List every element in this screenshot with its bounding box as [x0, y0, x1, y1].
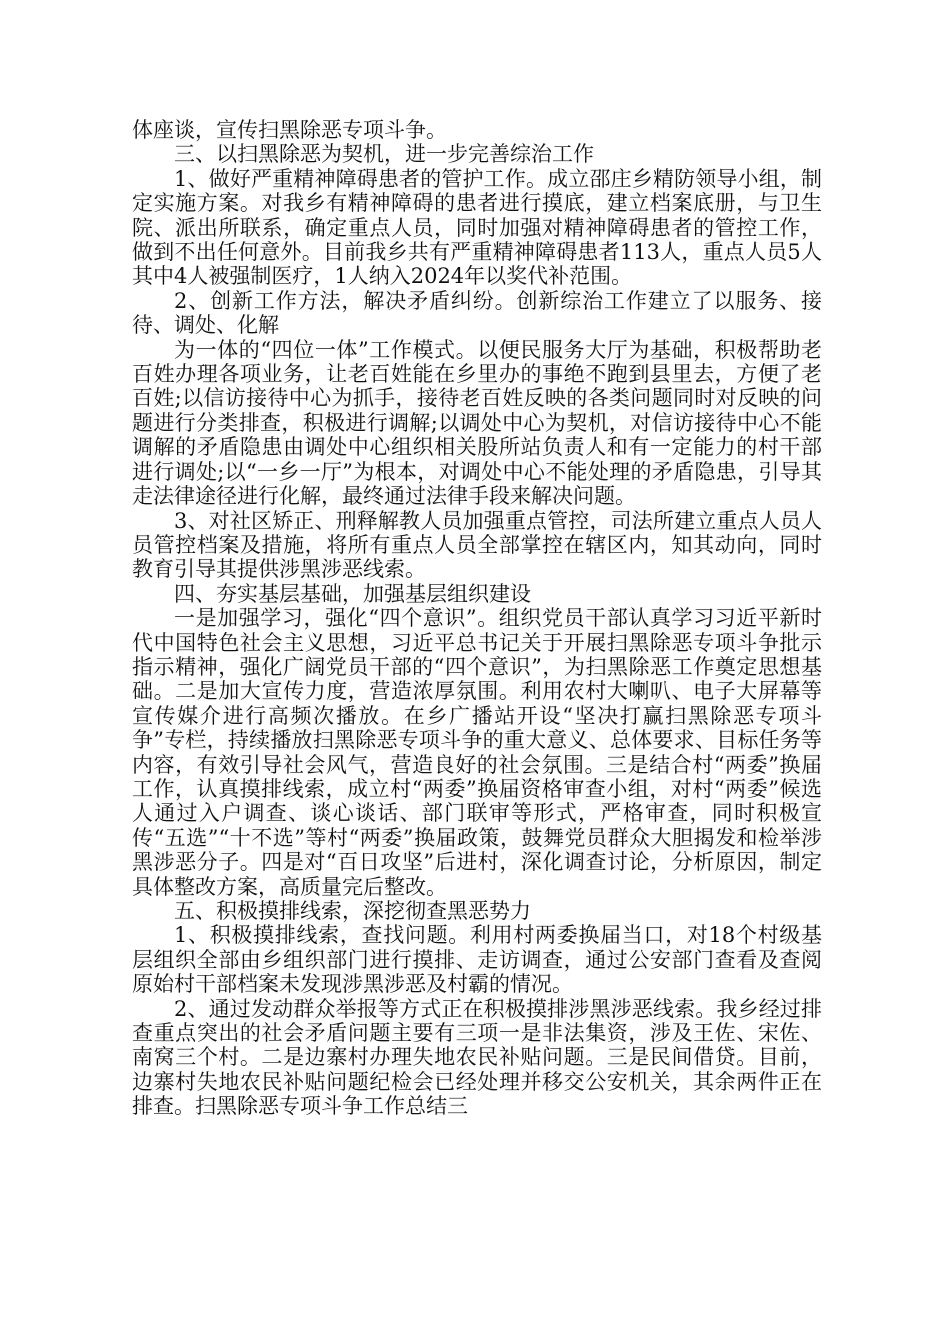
paragraph: 1、做好严重精神障碍患者的管护工作。成立邵庄乡精防领导小组，制定实施方案。对我乡有精神障碍的患者进行摸底，建立档案底册，与卫生院、派出所联系，确定重点人员，同时加强对精神障碍患者的管控工作，做到不出任何意外。目前我乡共有严重精神障碍患者113人，重点人员5人其中4人被强制医疗，1人纳入2024年以奖代补范围。 — [132, 166, 822, 289]
paragraph: 体座谈，宣传扫黑除恶专项斗争。 — [132, 118, 447, 142]
paragraph: 2、通过发动群众举报等方式正在积极摸排涉黑涉恶线索。我乡经过排查重点突出的社会矛盾问题主要有三项一是非法集资，涉及王佐、宋佐、南窝三个村。二是边寨村办理失地农民补贴问题。三是民间借贷。目前，边寨村失地农民补贴问题纪检会已经处理并移交公安机关，其余两件正在排查。扫黑除恶专项斗争工作总结三 — [132, 996, 822, 1119]
section-heading: 四、夯实基层基础，加强基层组织建设 — [174, 581, 531, 606]
document-body — [132, 118, 822, 1119]
paragraph: 一是加强学习，强化“四个意识”。组织党员干部认真学习习近平新时代中国特色社会主义思想，习近平总书记关于开展扫黑除恶专项斗争批示指示精神，强化广阔党员干部的“四个意识”，为扫黑除恶工作奠定思想基础。二是加大宣传力度，营造浓厚氛围。利用农村大喇叭、电子大屏幕等宣传媒介进行高频次播放。在乡广播站开设“坚决打赢扫黑除恶专项斗争”专栏，持续播放扫黑除恶专项斗争的重大意义、总体要求、目标任务等内容，有效引导社会风气，营造良好的社会氛围。三是结合村“两委”换届工作，认真摸排线索，成立村“两委”换届资格审查小组，对村“两委”候选人通过入户调查、谈心谈话、部门联审等形式，严格审查，同时积极宣传“五选”“十不选”等村“两委”换届政策，鼓舞党员群众大胆揭发和检举涉黑涉恶分子。四是对“百日攻坚”后进村，深化调查讨论，分析原因，制定具体整改方案，高质量完后整改。 — [132, 606, 822, 899]
section-heading: 三、以扫黑除恶为契机，进一步完善综治工作 — [174, 142, 594, 167]
paragraph: 1、积极摸排线索，查找问题。利用村两委换届当口，对18个村级基层组织全部由乡组织部门进行摸排、走访调查，通过公安部门查看及查阅原始村干部档案未发现涉黑涉恶及村霸的情况。 — [132, 923, 822, 997]
section-heading: 五、积极摸排线索，深挖彻查黑恶势力 — [174, 899, 531, 923]
paragraph: 3、对社区矫正、刑释解教人员加强重点管控，司法所建立重点人员人员管控档案及措施，将所有重点人员全部掌控在辖区内，知其动向，同时教育引导其提供涉黑涉恶线索。 — [132, 508, 822, 582]
paragraph: 为一体的“四位一体”工作模式。以便民服务大厅为基础，积极帮助老百姓办理各项业务，让老百姓能在乡里办的事绝不跑到县里去，方便了老百姓;以信访接待中心为抓手，接待老百姓反映的各类问题同时对反映的问题进行分类排查，积极进行调解;以调处中心为契机，对信访接待中心不能调解的矛盾隐患由调处中心组织相关股所站负责人和有一定能力的村干部进行调处;以“一乡一厅”为根本，对调处中心不能处理的矛盾隐患，引导其走法律途径进行化解，最终通过法律手段来解决问题。 — [132, 337, 822, 509]
paragraph: 2、创新工作方法，解决矛盾纠纷。创新综治工作建立了以服务、接待、调处、化解 — [132, 288, 822, 338]
